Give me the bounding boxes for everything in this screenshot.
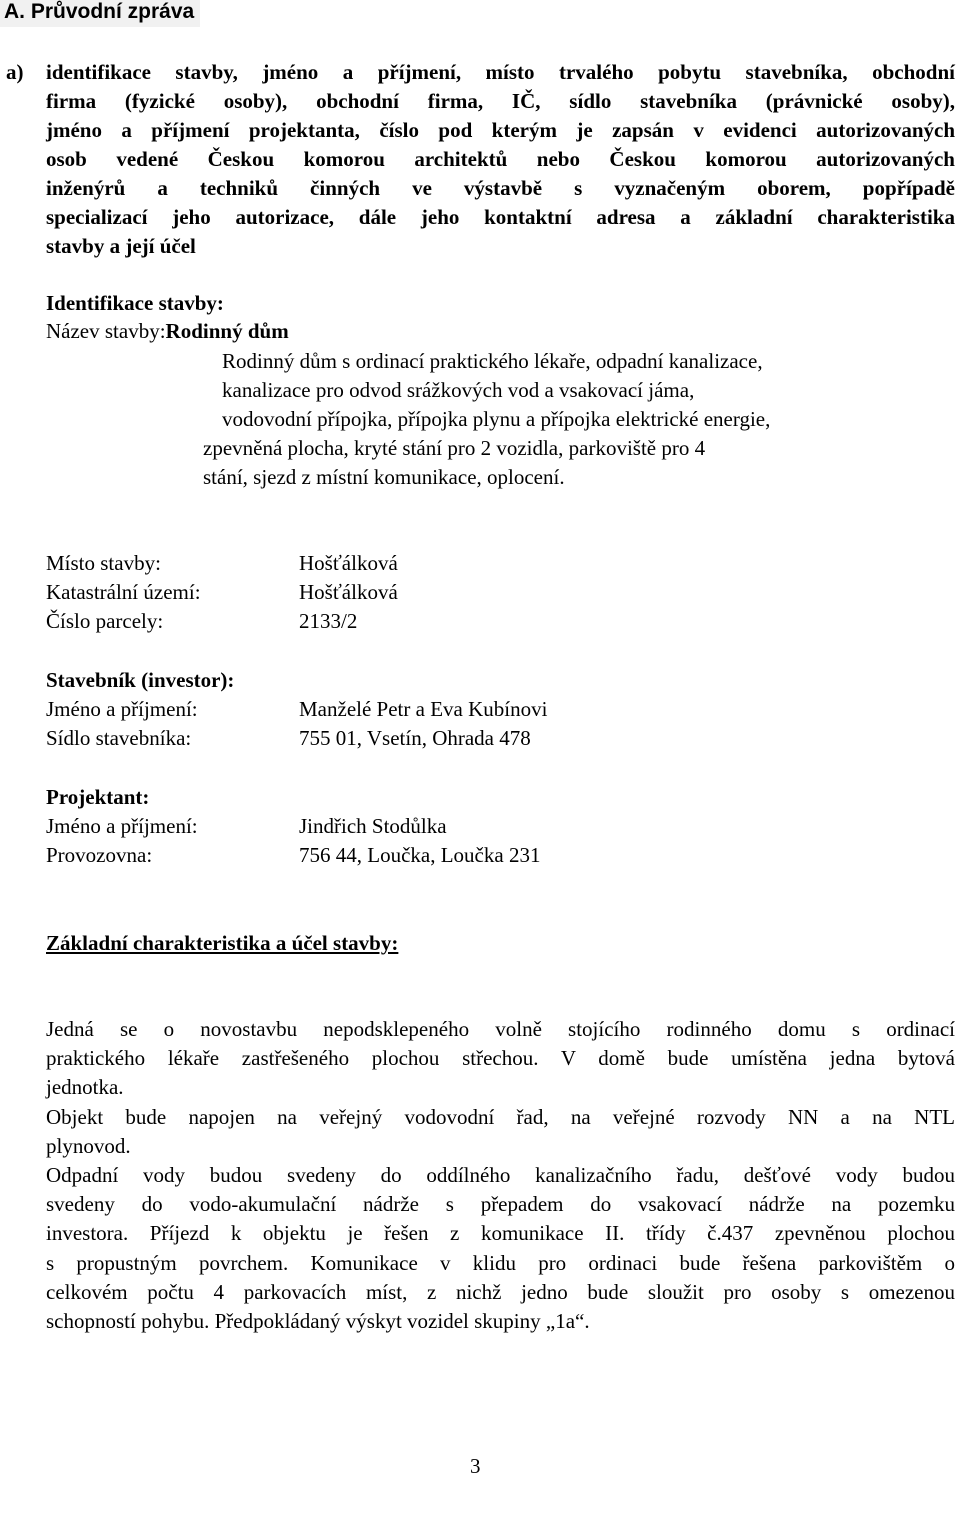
parcel-label: Číslo parcely: xyxy=(46,609,164,633)
investor-name-value: Manželé Petr a Eva Kubínovi xyxy=(299,697,548,721)
characteristics-line: Jedná se o novostavbu nepodsklepeného volně stojícího rodinného domu s ordinací xyxy=(46,1017,955,1041)
characteristics-line: schopností pohybu. Předpokládaný výskyt vozidel skupiny „1a“. xyxy=(46,1309,590,1333)
cadastral-value: Hošťálková xyxy=(299,580,398,604)
designer-office-label: Provozovna: xyxy=(46,843,153,867)
building-name-label: Název stavby: xyxy=(46,319,166,343)
investor-name-label: Jméno a příjmení: xyxy=(46,697,198,721)
designer-heading: Projektant: xyxy=(46,785,150,809)
description-line: vodovodní přípojka, přípojka plynu a přípojka elektrické energie, xyxy=(222,407,771,431)
section-a-line: osob vedené Českou komorou architektů nebo Českou komorou autorizovaných xyxy=(46,147,955,171)
investor-seat-label: Sídlo stavebníka: xyxy=(46,726,192,750)
section-a-line: jméno a příjmení projektanta, číslo pod kterým je zapsán v evidenci autorizovaných xyxy=(46,118,955,142)
characteristics-line: plynovod. xyxy=(46,1134,131,1158)
characteristics-line: praktického lékaře zastřešeného plochou střechou. V domě bude umístěna jedna bytová xyxy=(46,1046,955,1070)
characteristics-heading: Základní charakteristika a účel stavby: xyxy=(46,931,399,955)
place-value: Hošťálková xyxy=(299,551,398,575)
cadastral-label: Katastrální území: xyxy=(46,580,201,604)
characteristics-line: celkovém počtu 4 parkovacích míst, z nichž jedno bude sloužit pro osoby s omezenou xyxy=(46,1280,955,1304)
description-line: zpevněná plocha, kryté stání pro 2 vozidla, parkoviště pro 4 xyxy=(203,436,706,460)
section-a-line: specializací jeho autorizace, dále jeho kontaktní adresa a základní charakteristika xyxy=(46,205,955,229)
characteristics-line: Objekt bude napojen na veřejný vodovodní řad, na veřejné rozvody NN a na NTL xyxy=(46,1105,955,1129)
characteristics-line: svedeny do vodo-akumulační nádrže s přepadem do vsakovací nádrže na pozemku xyxy=(46,1192,955,1216)
designer-office-value: 756 44, Loučka, Loučka 231 xyxy=(299,843,541,867)
identification-heading: Identifikace stavby: xyxy=(46,291,224,315)
section-a-line: inženýrů a techniků činných ve výstavbě s vyznačeným oborem, popřípadě xyxy=(46,176,955,200)
page-heading: A. Průvodní zpráva xyxy=(0,0,200,27)
designer-name-value: Jindřich Stodůlka xyxy=(299,814,447,838)
page-number: 3 xyxy=(470,1454,481,1478)
section-a-line: identifikace stavby, jméno a příjmení, místo trvalého pobytu stavebníka, obchodní xyxy=(46,60,955,84)
section-a-line: stavby a její účel xyxy=(46,234,196,258)
characteristics-line: investora. Příjezd k objektu je řešen z komunikace II. třídy č.437 zpevněnou plochou xyxy=(46,1221,955,1245)
characteristics-line: Odpadní vody budou svedeny do oddílného kanalizačního řadu, dešťové vody budou xyxy=(46,1163,955,1187)
place-label: Místo stavby: xyxy=(46,551,161,575)
section-a-line: firma (fyzické osoby), obchodní firma, IČ, sídlo stavebníka (právnické osoby), xyxy=(46,89,955,113)
characteristics-line: jednotka. xyxy=(46,1075,124,1099)
characteristics-line: s propustným povrchem. Komunikace v klidu pro ordinaci bude řešena parkovištěm o xyxy=(46,1251,955,1275)
investor-heading: Stavebník (investor): xyxy=(46,668,235,692)
description-line: stání, sjezd z místní komunikace, oplocení. xyxy=(203,465,565,489)
designer-name-label: Jméno a příjmení: xyxy=(46,814,198,838)
description-line: kanalizace pro odvod srážkových vod a vsakovací jáma, xyxy=(222,378,695,402)
building-name-value: Rodinný dům xyxy=(165,319,289,343)
parcel-value: 2133/2 xyxy=(299,609,358,633)
building-name-row xyxy=(46,317,289,346)
investor-seat-value: 755 01, Vsetín, Ohrada 478 xyxy=(299,726,531,750)
description-line: Rodinný dům s ordinací praktického lékaře, odpadní kanalizace, xyxy=(222,349,763,373)
section-a-label: a) xyxy=(6,60,24,84)
